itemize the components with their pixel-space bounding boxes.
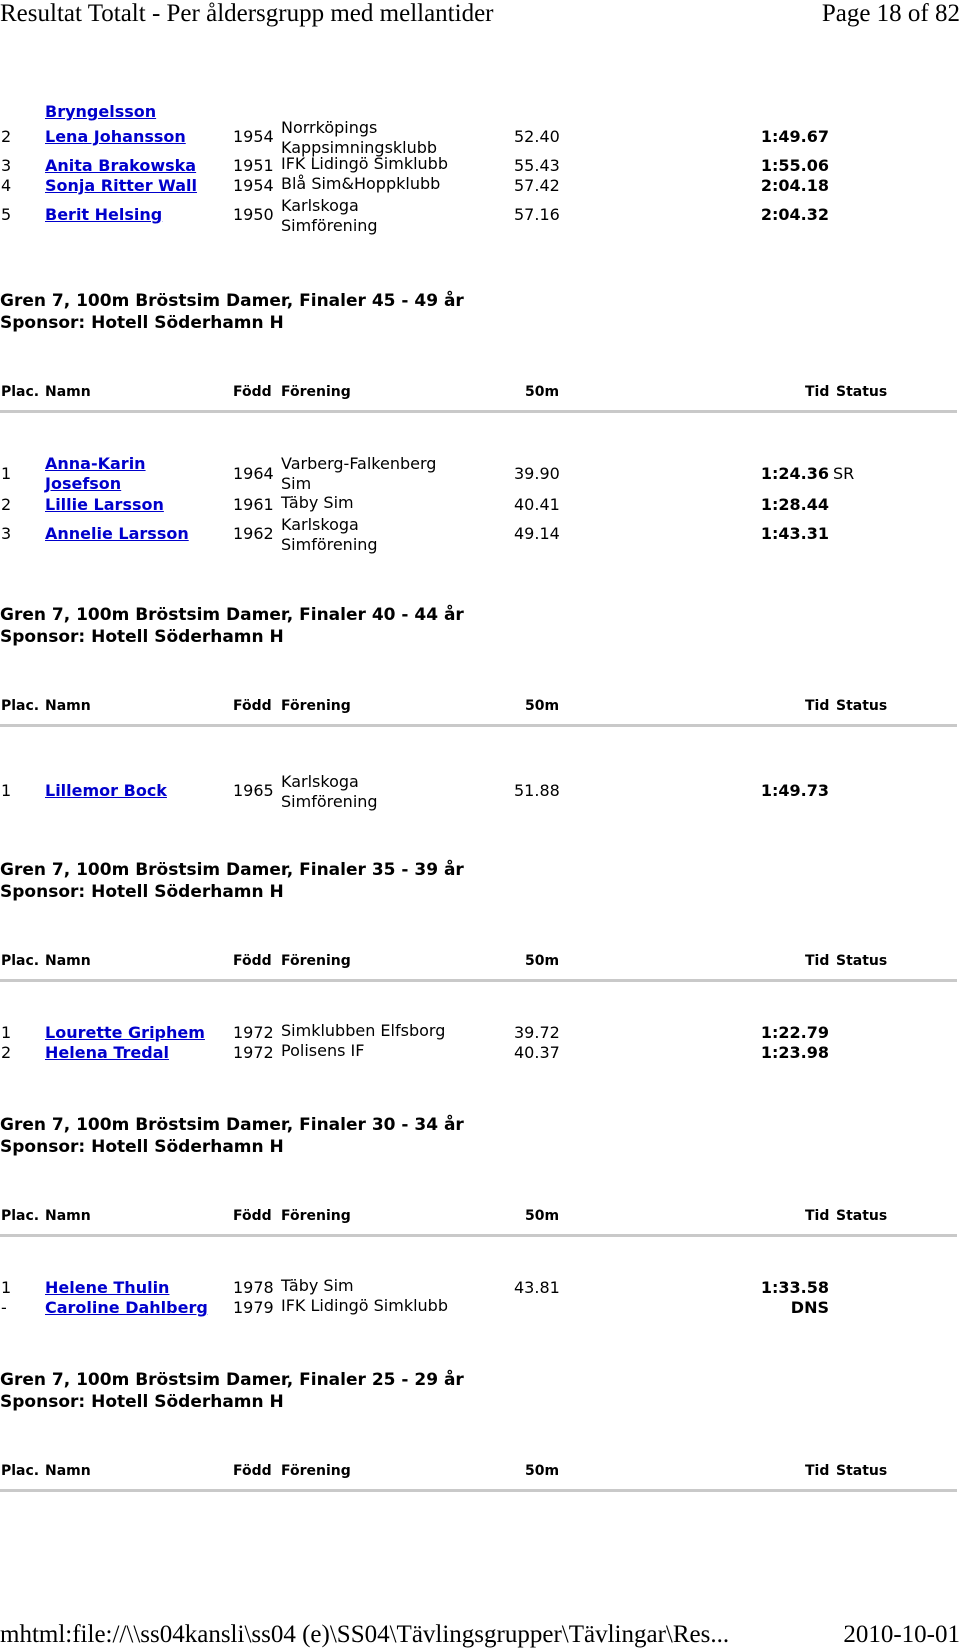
athlete-link[interactable]: Lillemor Bock [45, 781, 167, 800]
club: Täby Sim [281, 493, 354, 512]
place: 2 [1, 127, 12, 146]
column-header [0, 1208, 960, 1228]
col-status: Status [836, 1463, 888, 1479]
place: 1 [1, 1278, 12, 1297]
col-split: 50m [525, 698, 560, 714]
col-plac: Plac. [1, 1463, 40, 1479]
split-time: 43.81 [514, 1278, 560, 1297]
result-row [0, 120, 960, 156]
athlete-link[interactable]: Berit Helsing [45, 205, 163, 224]
result-row [0, 156, 960, 176]
final-time: 1:23.98 [760, 1043, 829, 1062]
col-forening: Förening [281, 1208, 351, 1224]
col-fodd: Född [233, 384, 272, 400]
final-time: DNS [790, 1298, 829, 1317]
result-row [0, 196, 960, 236]
final-time: 1:24.36 [760, 464, 829, 483]
athlete-link[interactable]: Lillie Larsson [45, 495, 164, 514]
place: 1 [1, 464, 12, 483]
birth-year: 1978 [233, 1278, 274, 1297]
birth-year: 1979 [233, 1298, 274, 1317]
club-line: Simförening [281, 216, 378, 235]
col-tid: Tid [805, 1208, 830, 1224]
split-time: 55.43 [514, 156, 560, 175]
col-fodd: Född [233, 698, 272, 714]
split-time: 57.16 [514, 205, 560, 224]
result-row [0, 772, 960, 812]
event-sponsor: Sponsor: Hotell Söderhamn H [0, 1137, 284, 1157]
birth-year: 1954 [233, 176, 274, 195]
final-time: 2:04.32 [760, 205, 829, 224]
page-title: Resultat Totalt - Per åldersgrupp med mellantider [0, 0, 494, 27]
split-time: 40.37 [514, 1043, 560, 1062]
club: Polisens IF [281, 1041, 365, 1060]
athlete-link[interactable]: Sonja Ritter Wall [45, 176, 198, 195]
birth-year: 1972 [233, 1043, 274, 1062]
col-split: 50m [525, 953, 560, 969]
place: 5 [1, 205, 12, 224]
club-line: Simförening [281, 535, 378, 554]
split-time: 39.72 [514, 1023, 560, 1042]
col-namn: Namn [45, 384, 91, 400]
club-line: Varberg-Falkenberg [281, 454, 437, 473]
col-status: Status [836, 384, 888, 400]
place: 1 [1, 781, 12, 800]
athlete-link[interactable]: Annelie Larsson [45, 524, 189, 543]
split-time: 51.88 [514, 781, 560, 800]
file-path: mhtml:file://\\ss04kansli\ss04 (e)\SS04\Tävlingsgrupper\Tävlingar\Res... [0, 1621, 730, 1648]
athlete-link[interactable]: Bryngelsson [45, 102, 157, 121]
divider [0, 410, 957, 413]
place: 1 [1, 1023, 12, 1042]
birth-year: 1954 [233, 127, 274, 146]
col-namn: Namn [45, 1208, 91, 1224]
col-forening: Förening [281, 1463, 351, 1479]
split-time: 52.40 [514, 127, 560, 146]
col-namn: Namn [45, 953, 91, 969]
col-fodd: Född [233, 1463, 272, 1479]
event-title: Gren 7, 100m Bröstsim Damer, Finaler 30 - 34 år [0, 1115, 464, 1135]
results-table [0, 455, 960, 555]
col-status: Status [836, 953, 888, 969]
athlete-link[interactable]: Lourette Griphem [45, 1023, 205, 1042]
status-code: SR [833, 464, 855, 483]
birth-year: 1950 [233, 205, 274, 224]
place: 2 [1, 495, 12, 514]
print-date: 2010-10-01 [843, 1621, 960, 1648]
divider [0, 979, 957, 982]
birth-year: 1964 [233, 464, 274, 483]
col-namn: Namn [45, 698, 91, 714]
club-line: Karlskoga [281, 196, 359, 215]
page-header [0, 0, 960, 30]
final-time: 2:04.18 [760, 176, 829, 195]
result-row [0, 515, 960, 555]
results-table [0, 1278, 960, 1318]
col-plac: Plac. [1, 1208, 40, 1224]
athlete-link[interactable]: Helene Thulin [45, 1278, 170, 1297]
final-time: 1:33.58 [760, 1278, 829, 1297]
col-tid: Tid [805, 384, 830, 400]
final-time: 1:43.31 [760, 524, 829, 543]
athlete-link[interactable] [45, 454, 146, 494]
col-plac: Plac. [1, 384, 40, 400]
column-header [0, 953, 960, 973]
event-sponsor: Sponsor: Hotell Söderhamn H [0, 627, 284, 647]
col-forening: Förening [281, 698, 351, 714]
event-title: Gren 7, 100m Bröstsim Damer, Finaler 40 - 44 år [0, 605, 464, 625]
athlete-name-line: Josefson [45, 474, 122, 493]
continued-results [0, 100, 960, 236]
birth-year: 1965 [233, 781, 274, 800]
athlete-link[interactable]: Helena Tredal [45, 1043, 169, 1062]
club: Simklubben Elfsborg [281, 1021, 446, 1040]
col-tid: Tid [805, 953, 830, 969]
final-time: 1:28.44 [760, 495, 829, 514]
col-status: Status [836, 1208, 888, 1224]
divider [0, 1234, 957, 1237]
page-number: Page 18 of 82 [821, 0, 960, 27]
final-time: 1:55.06 [760, 156, 829, 175]
event-sponsor: Sponsor: Hotell Söderhamn H [0, 882, 284, 902]
athlete-link[interactable]: Lena Johansson [45, 127, 186, 146]
club-line: Sim [281, 474, 312, 493]
event-title: Gren 7, 100m Bröstsim Damer, Finaler 35 - 39 år [0, 860, 464, 880]
column-header [0, 1463, 960, 1483]
event-sponsor: Sponsor: Hotell Söderhamn H [0, 313, 284, 333]
result-row [0, 1298, 960, 1318]
column-header [0, 698, 960, 718]
col-forening: Förening [281, 953, 351, 969]
club [281, 196, 378, 236]
place: 3 [1, 156, 12, 175]
club [281, 772, 378, 812]
results-table [0, 772, 960, 812]
club: IFK Lidingö Simklubb [281, 1296, 448, 1315]
col-status: Status [836, 698, 888, 714]
club [281, 515, 378, 555]
club [281, 454, 436, 494]
club-line: Kappsimningsklubb [281, 138, 438, 157]
col-namn: Namn [45, 1463, 91, 1479]
event-title: Gren 7, 100m Bröstsim Damer, Finaler 25 - 29 år [0, 1370, 464, 1390]
result-row [0, 1023, 960, 1043]
place: - [1, 1298, 7, 1317]
club [281, 118, 437, 158]
split-time: 49.14 [514, 524, 560, 543]
place: 2 [1, 1043, 12, 1062]
event-sponsor: Sponsor: Hotell Söderhamn H [0, 1392, 284, 1412]
birth-year: 1961 [233, 495, 274, 514]
result-row [0, 176, 960, 196]
birth-year: 1962 [233, 524, 274, 543]
col-fodd: Född [233, 953, 272, 969]
result-row [0, 455, 960, 495]
col-tid: Tid [805, 1463, 830, 1479]
final-time: 1:22.79 [760, 1023, 829, 1042]
club-line: Karlskoga [281, 772, 359, 791]
result-row [0, 1043, 960, 1063]
results-table [0, 1023, 960, 1063]
result-row [0, 100, 960, 120]
col-tid: Tid [805, 698, 830, 714]
col-plac: Plac. [1, 953, 40, 969]
club: Täby Sim [281, 1276, 354, 1295]
col-plac: Plac. [1, 698, 40, 714]
birth-year: 1951 [233, 156, 274, 175]
club: Blå Sim&Hoppklubb [281, 174, 441, 193]
split-time: 39.90 [514, 464, 560, 483]
club-line: Norrköpings [281, 118, 378, 137]
col-fodd: Född [233, 1208, 272, 1224]
club: IFK Lidingö Simklubb [281, 154, 448, 173]
birth-year: 1972 [233, 1023, 274, 1042]
col-split: 50m [525, 1463, 560, 1479]
result-row [0, 495, 960, 515]
split-time: 40.41 [514, 495, 560, 514]
col-forening: Förening [281, 384, 351, 400]
club-line: Karlskoga [281, 515, 359, 534]
athlete-link[interactable]: Caroline Dahlberg [45, 1298, 208, 1317]
athlete-name-line: Anna-Karin [45, 454, 146, 473]
place: 3 [1, 524, 12, 543]
event-title: Gren 7, 100m Bröstsim Damer, Finaler 45 - 49 år [0, 291, 464, 311]
place: 4 [1, 176, 12, 195]
split-time: 57.42 [514, 176, 560, 195]
page-footer [0, 1621, 960, 1651]
divider [0, 724, 957, 727]
col-split: 50m [525, 384, 560, 400]
athlete-link[interactable]: Anita Brakowska [45, 156, 197, 175]
result-row [0, 1278, 960, 1298]
final-time: 1:49.73 [760, 781, 829, 800]
final-time: 1:49.67 [760, 127, 829, 146]
divider [0, 1489, 957, 1492]
column-header [0, 384, 960, 404]
col-split: 50m [525, 1208, 560, 1224]
club-line: Simförening [281, 792, 378, 811]
